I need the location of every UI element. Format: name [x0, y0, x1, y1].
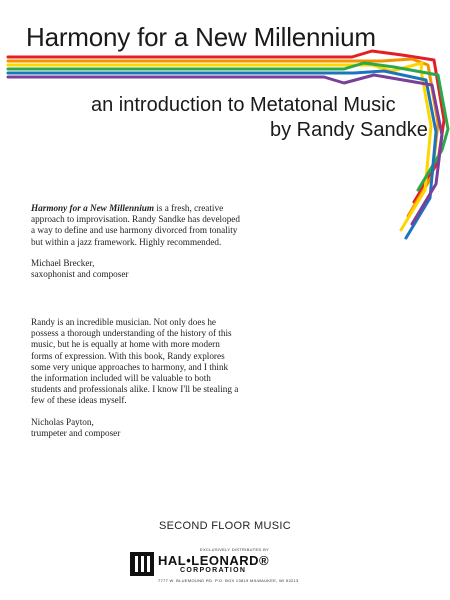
testimonial-brecker: [31, 203, 241, 280]
publisher-address: 7777 W. BLUEMOUND RD. P.O. BOX 13819 MILWAUKEE, WI 53213: [158, 578, 299, 583]
hal-leonard-name: HAL•LEONARD®: [158, 553, 270, 568]
testimonial-text: Randy is an incredible musician. Not only does he possess a thorough understanding of the history of this music, but he is equally at home with more modern forms of expression. With this book, Randy explores some very unique approaches to harmony, and I think the information included will be valuable to both students and professionals alike. I know I'll be stealing a few of these ideas myself.: [31, 317, 239, 406]
book-subtitle: an introduction to Metatonal Music: [91, 94, 396, 116]
book-title: Harmony for a New Millennium: [26, 22, 376, 52]
testimonial-payton: [31, 317, 241, 439]
hal-leonard-logo: [130, 547, 330, 587]
testimonial-author-role: trumpeter and composer: [31, 427, 121, 438]
publisher-imprint: SECOND FLOOR MUSIC: [159, 520, 291, 532]
author-line: by Randy Sandke: [270, 119, 428, 141]
testimonial-text: [31, 203, 241, 248]
testimonial-author-role: saxophonist and composer: [31, 269, 129, 280]
distributor-label: EXCLUSIVELY DISTRIBUTED BY: [200, 547, 270, 552]
testimonial-author-name: Nicholas Payton,: [31, 416, 94, 427]
hal-leonard-piano-keys-icon: [130, 552, 154, 576]
book-title-reference: Harmony for a New Millennium: [31, 203, 155, 213]
testimonial-body: is a fresh, creative approach to improvisation. Randy Sandke has developed a way to define and use harmony divorced from tonality but within a jazz framework. Highly recommended.: [31, 203, 240, 247]
hal-leonard-corporation: CORPORATION: [180, 567, 247, 574]
testimonial-author-name: Michael Brecker,: [31, 257, 95, 268]
